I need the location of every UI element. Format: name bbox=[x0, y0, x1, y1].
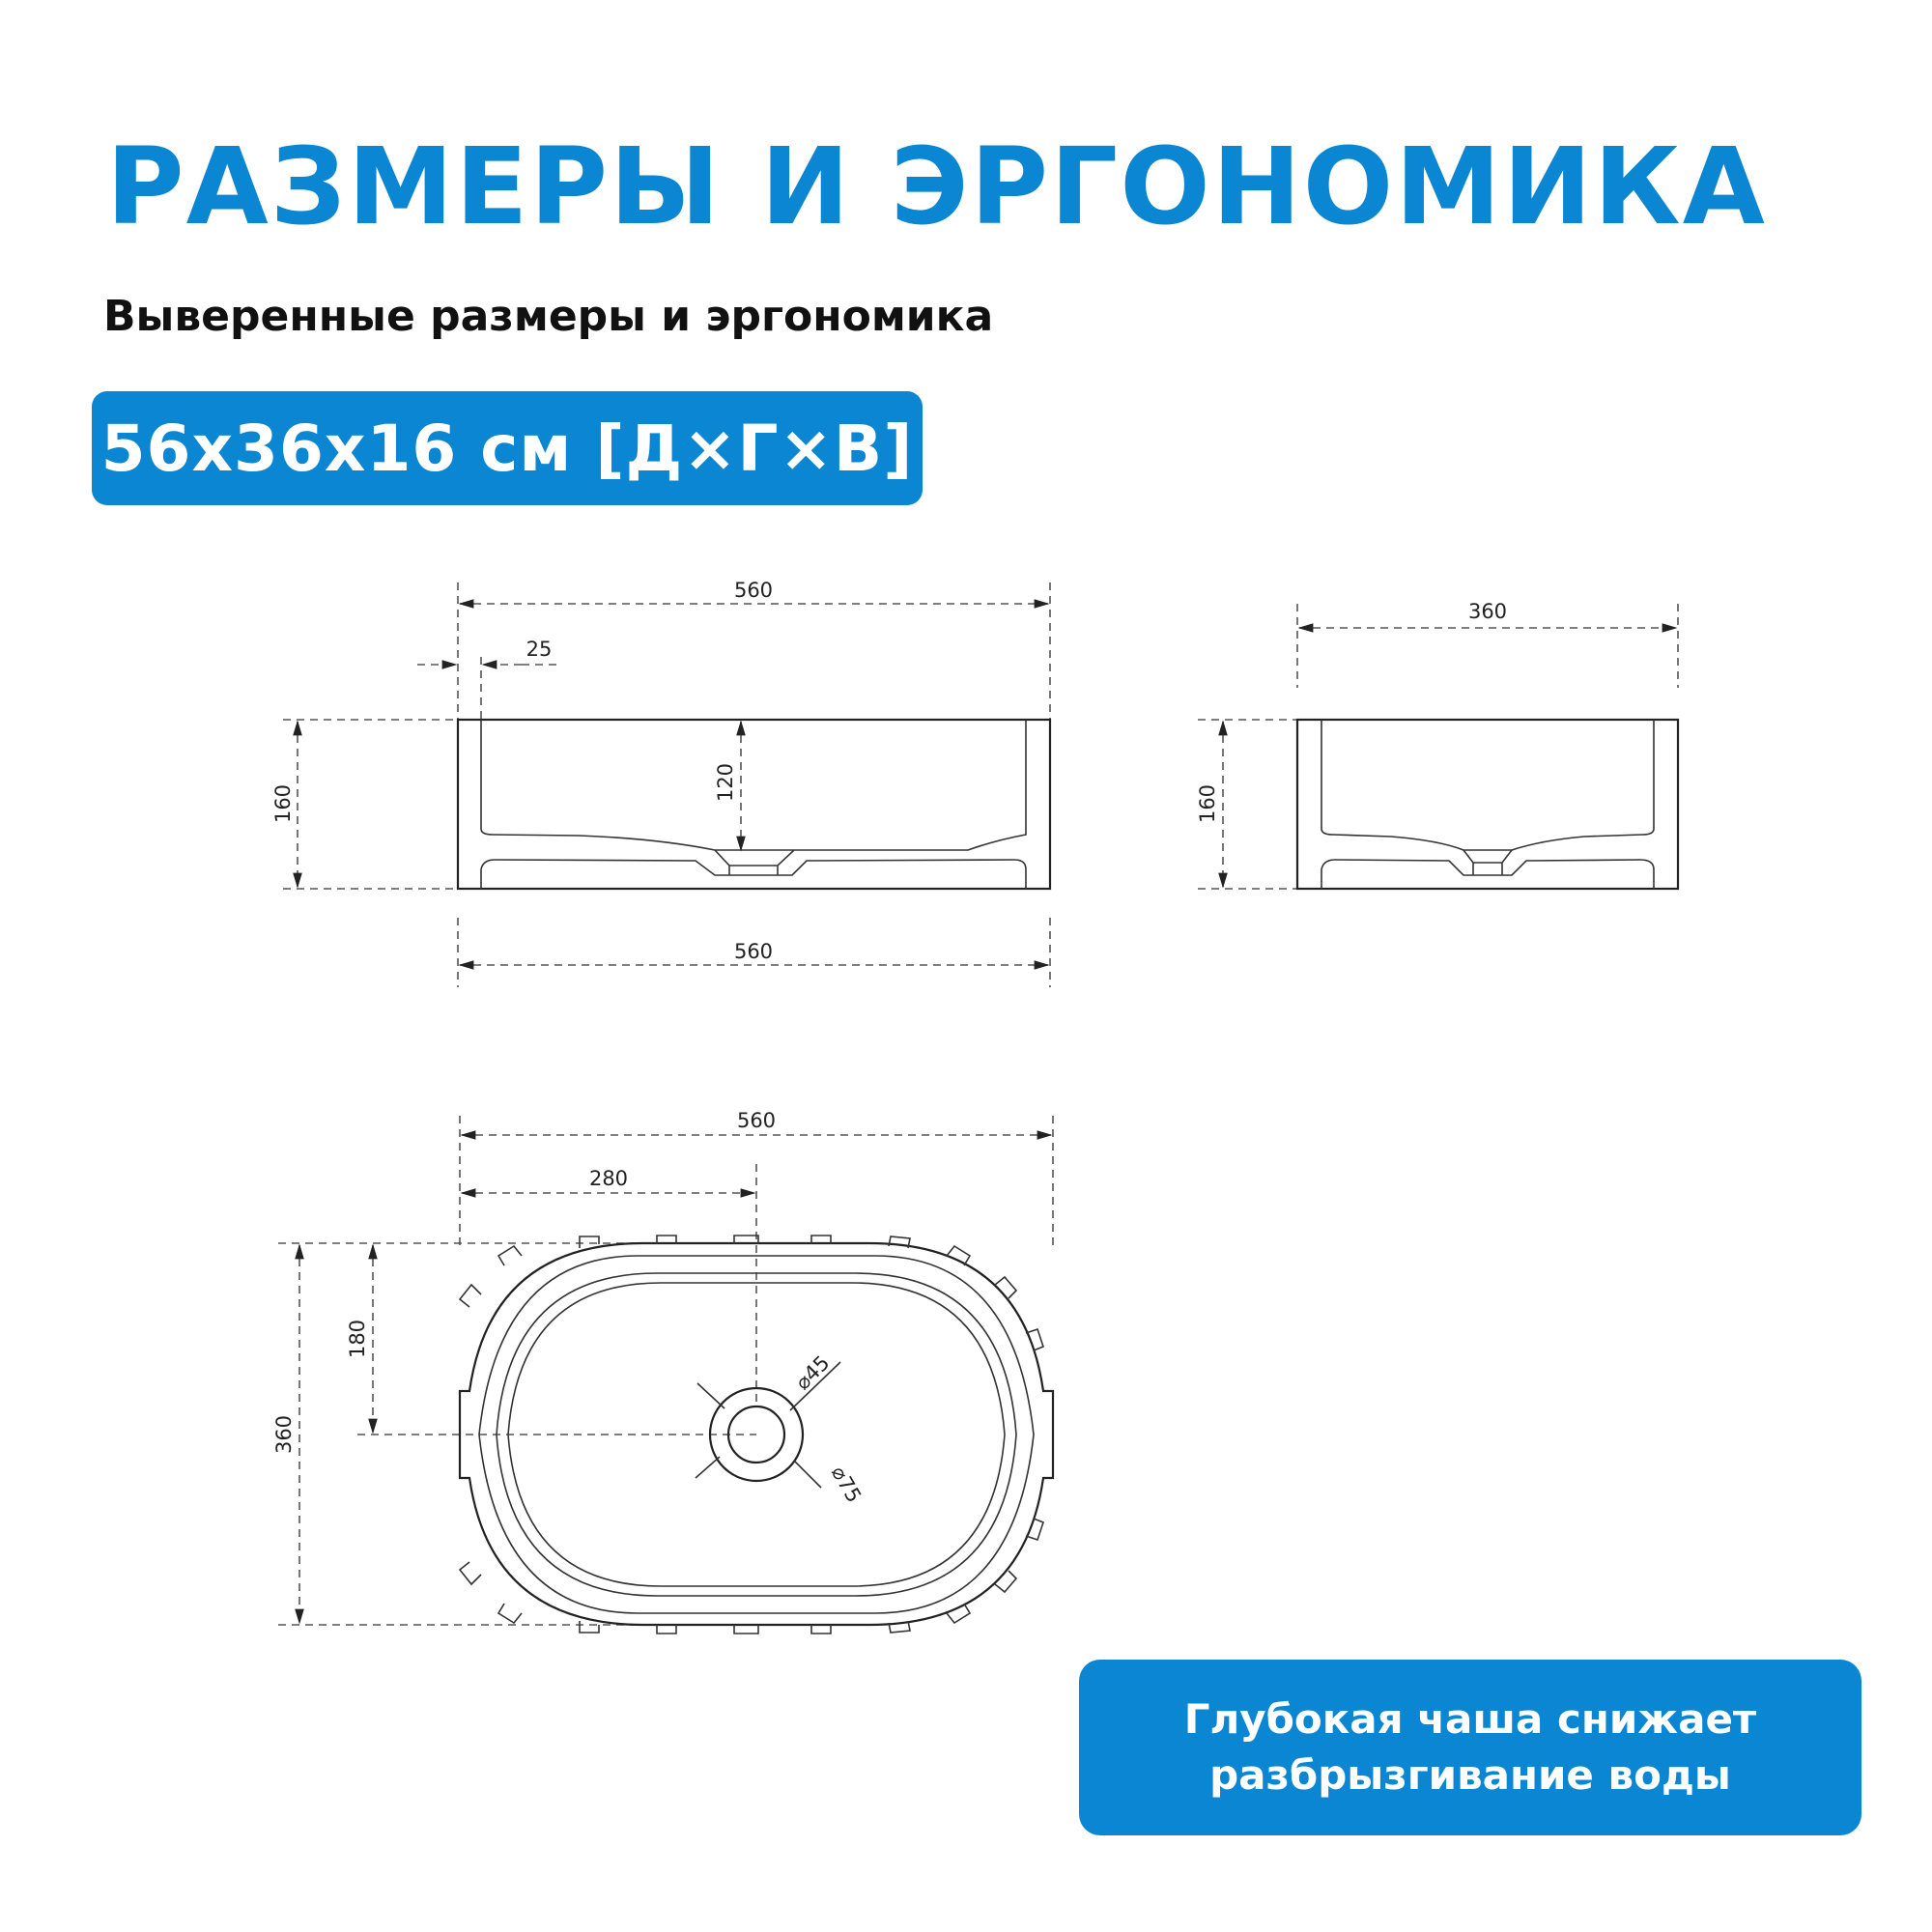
side-height-label: 160 bbox=[1196, 783, 1219, 824]
drain-outer-label: ⌀75 bbox=[826, 1462, 867, 1507]
front-length-label: 560 bbox=[733, 579, 774, 602]
front-height-label: 160 bbox=[271, 783, 295, 824]
front-depth-label: 120 bbox=[714, 762, 737, 803]
top-view bbox=[272, 1109, 1053, 1634]
side-view bbox=[1196, 600, 1678, 889]
top-half-length-label: 280 bbox=[588, 1167, 629, 1190]
top-half-width-label: 180 bbox=[346, 1319, 369, 1359]
front-bottom-length-label: 560 bbox=[733, 940, 774, 963]
side-width-label: 360 bbox=[1467, 600, 1508, 623]
top-width-label: 360 bbox=[272, 1414, 296, 1455]
feature-note: Глубокая чаша снижает разбрызгивание воды bbox=[1079, 1660, 1861, 1835]
page-subtitle: Выверенные размеры и эргономика bbox=[103, 292, 994, 341]
front-rim-label: 25 bbox=[526, 638, 553, 661]
drain-inner-label: ⌀45 bbox=[790, 1350, 835, 1395]
front-view bbox=[271, 579, 1050, 987]
top-length-label: 560 bbox=[736, 1109, 777, 1132]
size-badge: 56x36x16 см [Д×Г×В] bbox=[92, 391, 923, 505]
page-title: РАЗМЕРЫ И ЭРГОНОМИКА bbox=[106, 125, 1767, 248]
